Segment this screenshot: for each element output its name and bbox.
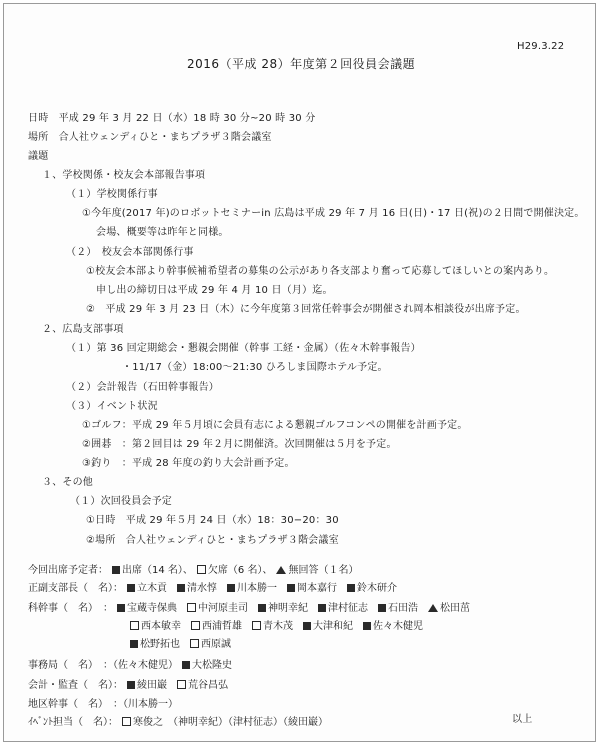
section-1-heading: １、学校関係・校友会本部報告事項 [42, 170, 206, 181]
member-name: 中河原圭司 [198, 603, 248, 614]
filled-square-icon [363, 622, 371, 630]
empty-square-icon [252, 621, 261, 630]
dept-row-3 [126, 638, 237, 651]
section-1-1: （１）学校関係行事 [66, 189, 158, 200]
filled-square-icon [117, 604, 125, 612]
section-3-1-b: ②場所 合人社ウェンディひと・まちプラザ３階会議室 [86, 535, 339, 546]
section-2-1-a: ・11/17（金）18:00～21:30 ひろしま国際ホテル予定。 [122, 362, 388, 373]
member-name: 宝蔵寺保典 [127, 603, 177, 614]
branch-head-label: 正副支部長（ 名）： [28, 583, 123, 594]
section-1-2-b: 申し出の締切日は平成 29 年 4 月 10 日（月）迄。 [96, 285, 333, 296]
section-3-1: （１）次回役員会予定 [70, 496, 172, 507]
member-name: 西本敏幸 [141, 621, 181, 632]
empty-square-icon [187, 603, 196, 612]
attendance-present: 出席（14 名）、 [122, 565, 193, 576]
member-name: 青木茂 [263, 621, 293, 632]
filled-square-icon [303, 622, 311, 630]
office-label: 事務局（ 名） ： [28, 660, 113, 671]
member-name: 清水惇 [187, 583, 217, 594]
section-1-2: （２） 校友会本部関係行事 [66, 247, 194, 258]
dept-members-1 [113, 603, 476, 614]
attendance-absent: 欠席（6 名）、 [207, 565, 273, 576]
dept-members-3 [126, 639, 237, 650]
empty-square-icon [190, 639, 199, 648]
event-value: 寒俊之 （神明幸紀）（津村征志）（綾田巌） [133, 717, 328, 728]
agenda-heading: 議題 [28, 151, 49, 162]
member-name: 荒谷昌弘 [188, 680, 228, 691]
section-1-1-b: 会場、概要等は昨年と同様。 [96, 227, 229, 238]
branch-head-members [123, 583, 403, 594]
empty-square-icon [197, 565, 206, 574]
section-1-2-c: ② 平成 29 年 3 月 23 日（木）に今年度第３回常任幹事会が開催され岡本相談役が出席予定。 [86, 304, 526, 315]
member-name: 佐々木健児 [373, 621, 423, 632]
document-title: 2016（平成 28）年度第２回役員会議題 [187, 57, 416, 71]
office-row [28, 659, 232, 672]
meeting-place: 場所 合人社ウェンディひと・まちプラザ３階会議室 [28, 132, 272, 143]
event-row [28, 716, 328, 729]
triangle-icon [428, 604, 438, 612]
audit-members [123, 680, 234, 691]
filled-square-icon [258, 604, 266, 612]
audit-row [28, 679, 234, 692]
member-name: 鈴木研介 [357, 583, 397, 594]
audit-label: 会計・監査（ 名）： [28, 680, 123, 691]
section-3-heading: ３、その他 [42, 477, 93, 488]
attendance-label: 今回出席予定者： [28, 565, 108, 576]
filled-square-icon [130, 640, 138, 648]
dept-members-2 [126, 621, 429, 632]
member-name: 西原誠 [201, 639, 231, 650]
section-2-3: （３）イベント状況 [66, 401, 158, 412]
empty-square-icon [130, 621, 139, 630]
attendance-noreply: 無回答（１名） [288, 565, 359, 576]
document-page [3, 3, 596, 742]
section-2-3-a: ①ゴルフ：平成 29 年５月頃に会員有志による懇親ゴルフコンペの開催を計画予定。 [82, 420, 468, 431]
region-label: 地区幹事（ 名） ： [28, 699, 123, 710]
filled-square-icon [112, 566, 120, 574]
event-label: ｲﾍﾞﾝﾄ担当（ 名）： [28, 717, 118, 728]
section-2-3-c: ③釣り ：平成 28 年度の釣り大会計画予定。 [82, 458, 295, 469]
empty-square-icon [177, 680, 186, 689]
region-value: （川本勝一） [123, 699, 178, 710]
filled-square-icon [127, 584, 135, 592]
member-name: 石田浩 [388, 603, 418, 614]
filled-square-icon [182, 661, 190, 669]
member-name: 川本勝一 [237, 583, 277, 594]
member-name: 松野拓也 [140, 639, 180, 650]
document-date: H29.3.22 [517, 41, 565, 52]
filled-square-icon [287, 584, 295, 592]
meeting-datetime: 日時 平成 29 年 3 月 22 日（水）18 時 30 分~20 時 30 分 [28, 113, 316, 124]
triangle-icon [276, 566, 286, 574]
office-extra: 大松隆史 [192, 660, 232, 671]
region-row [28, 698, 178, 711]
member-name: 松田茁 [440, 603, 470, 614]
member-name: 大津和紀 [313, 621, 353, 632]
member-name: 岡本嘉行 [297, 583, 337, 594]
section-2-1: （１）第 36 回定期総会・懇親会開催（幹事 工経・金属）（佐々木幹事報告） [66, 343, 421, 354]
attendance-summary [28, 564, 358, 577]
dept-label: 科幹事（ 名） ： [28, 603, 113, 614]
filled-square-icon [227, 584, 235, 592]
member-name: 西浦哲雄 [202, 621, 242, 632]
member-name: 津村征志 [328, 603, 368, 614]
filled-square-icon [177, 584, 185, 592]
empty-square-icon [191, 621, 200, 630]
filled-square-icon [378, 604, 386, 612]
dept-row-1 [28, 602, 476, 615]
filled-square-icon [318, 604, 326, 612]
section-2-2: （２）会計報告（石田幹事報告） [66, 382, 219, 393]
closing-mark: 以上 [512, 714, 533, 725]
section-1-1-a: ①今年度(2017 年)のロボットセミナーin 広島は平成 29 年 7 月 16 日(日)・17 日(祝)の２日間で開催決定。 [82, 208, 585, 219]
branch-head-row [28, 582, 403, 595]
empty-square-icon [122, 717, 131, 726]
section-2-heading: ２、広島支部事項 [42, 324, 124, 335]
dept-row-2 [126, 620, 429, 633]
member-name: 神明幸紀 [268, 603, 308, 614]
filled-square-icon [347, 584, 355, 592]
member-name: 立木貢 [137, 583, 167, 594]
filled-square-icon [127, 681, 135, 689]
section-3-1-a: ①日時 平成 29 年５月 24 日（水）18：30−20：30 [86, 515, 339, 526]
member-name: 綾田巌 [137, 680, 167, 691]
section-2-3-b: ②囲碁 ：第２回目は 29 年２月に開催済。次回開催は５月を予定。 [82, 439, 397, 450]
section-1-2-a: ①校友会本部より幹事候補希望者の募集の公示があり各支部より奮って応募してほしいとの案内あり。 [86, 266, 555, 277]
office-value: （佐々木健児） [113, 660, 178, 671]
